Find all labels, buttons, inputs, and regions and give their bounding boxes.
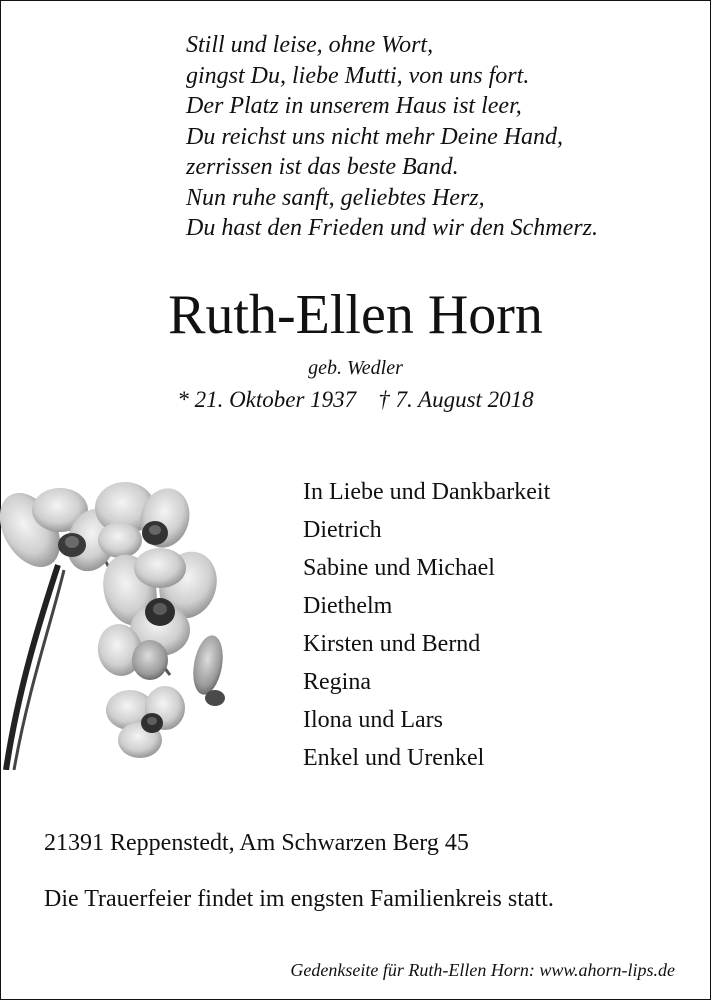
memorial-page-link[interactable]: Gedenkseite für Ruth-Ellen Horn: www.ahorn-lips.de xyxy=(290,960,675,980)
death-date: † 7. August 2018 xyxy=(378,387,534,412)
survivors-line: Dietrich xyxy=(303,517,382,543)
poem-line: Nun ruhe sanft, geliebtes Herz, xyxy=(186,184,485,211)
life-dates xyxy=(0,386,711,414)
poem xyxy=(186,30,598,244)
poem-line: Der Platz in unserem Haus ist leer, xyxy=(186,93,522,119)
survivors-line: Enkel und Urenkel xyxy=(303,745,485,771)
survivors-list xyxy=(303,473,550,777)
survivors-line: Kirsten und Bernd xyxy=(303,631,481,657)
family-address: 21391 Reppenstedt, Am Schwarzen Berg 45 xyxy=(44,830,469,856)
birth-date: * 21. Oktober 1937 xyxy=(177,387,357,412)
survivors-line: Regina xyxy=(303,669,371,695)
poem-line: Du reichst uns nicht mehr Deine Hand, xyxy=(186,123,564,150)
survivors-line: In Liebe und Dankbarkeit xyxy=(303,479,551,505)
funeral-note: Die Trauerfeier findet im engsten Familienkreis statt. xyxy=(44,886,554,912)
maiden-name: geb. Wedler xyxy=(308,357,403,379)
survivors-line: Sabine und Michael xyxy=(303,555,495,581)
survivors-line: Diethelm xyxy=(303,593,393,619)
poem-line: Still und leise, ohne Wort, xyxy=(186,32,434,58)
poem-line: zerrissen ist das beste Band. xyxy=(186,154,459,180)
deceased-name: Ruth-Ellen Horn xyxy=(168,284,543,346)
orchid-icon xyxy=(0,470,240,770)
poem-line: Du hast den Frieden und wir den Schmerz. xyxy=(186,215,598,241)
poem-line: gingst Du, liebe Mutti, von uns fort. xyxy=(186,62,530,89)
survivors-line: Ilona und Lars xyxy=(303,707,443,733)
